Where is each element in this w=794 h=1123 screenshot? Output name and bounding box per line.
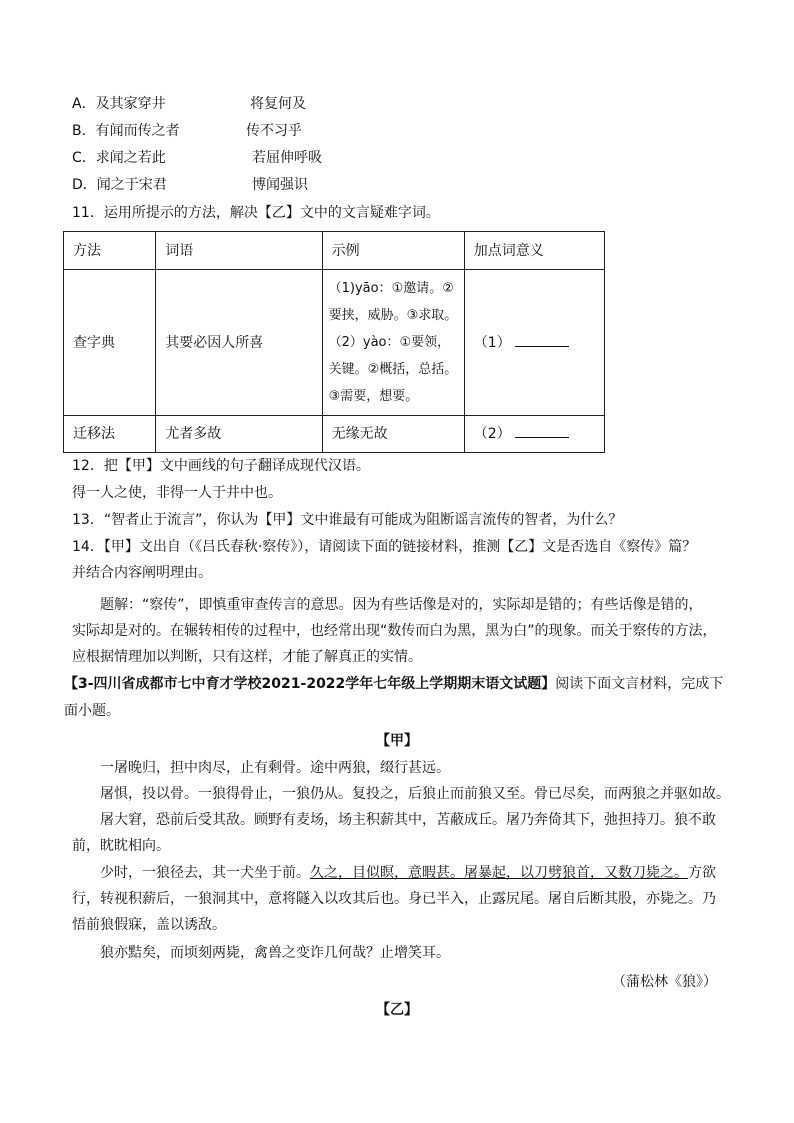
paragraph-continuation: 行，转视积薪后，一狼洞其中，意将隧入以攻其后也。身已半入，止露尻尾。屠自后断其股，亦毙之。乃: [72, 891, 716, 907]
paragraph: 一屠晚归，担中肉尽，止有剩骨。途中两狼，缀行甚远。: [100, 760, 450, 776]
option-a: [72, 94, 306, 114]
underlined-sentence: 久之，目似瞑，意暇甚。屠暴起，以刀劈狼首，又数刀毙之。: [310, 865, 688, 881]
answer-label: （1）: [473, 334, 511, 351]
example-line: （2）yào：①要领，: [328, 335, 451, 350]
paragraph: [100, 863, 716, 883]
table-row: [64, 270, 605, 416]
section-instruction-line2: 面小题。: [64, 703, 120, 719]
table-row: [64, 416, 605, 453]
paragraph-text: 少时，一狼径去，其一犬坐于前。: [100, 865, 310, 881]
section-source: 【3-四川省成都市七中育才学校2021-2022学年七年级上学期期末语文试题】: [64, 676, 556, 692]
paragraph-continuation: 悟前狼假寐，盖以诱敌。: [72, 917, 226, 933]
option-b: [72, 121, 302, 141]
table-header-row: [64, 232, 605, 270]
example-line: 关键。②概括，总括。: [328, 362, 458, 377]
section-heading: [64, 674, 723, 694]
cell-example: [322, 270, 464, 416]
header-meaning: 加点词意义: [464, 232, 604, 270]
example-line: ③需要，想要。: [328, 389, 419, 404]
question-11: 11．运用所提示的方法，解决【乙】文中的文言疑难字词。: [72, 205, 440, 221]
paragraph: 屠惧，投以骨。一狼得骨止，一狼仍从。复投之，后狼止而前狼又至。骨已尽矣，而两狼之并驱如故。: [100, 786, 730, 802]
citation: （蒲松林《狼》）: [612, 974, 717, 990]
passage-jia-title: 【甲】: [376, 733, 418, 749]
option-a-right: 将复何及: [250, 96, 306, 112]
cell-method: 查字典: [64, 270, 156, 416]
option-a-left: A．及其家穿井: [72, 96, 166, 112]
option-b-left: B．有闻而传之者: [72, 123, 180, 139]
question-12-sentence: 得一人之使，非得一人于井中也。: [72, 485, 282, 501]
cell-word: 其要必因人所喜: [156, 270, 322, 416]
q11-table: [63, 231, 605, 453]
cell-answer: [464, 270, 604, 416]
paragraph-continuation: 前，眈眈相向。: [72, 838, 170, 854]
answer-blank[interactable]: [515, 424, 569, 438]
header-method: 方法: [64, 232, 156, 270]
cell-answer: [464, 416, 604, 453]
option-d-right: 博闻强识: [252, 177, 308, 193]
option-b-right: 传不习乎: [246, 123, 302, 139]
option-c-right: 若屈伸呼吸: [252, 150, 322, 166]
paragraph: 狼亦黠矣，而顷刻两毙，禽兽之变诈几何哉？止增笑耳。: [100, 945, 450, 961]
example-line: 要挟，威胁。③求取。: [328, 308, 458, 323]
answer-blank[interactable]: [515, 333, 569, 347]
passage-yi-title: 【乙】: [376, 1002, 418, 1018]
question-13: 13．“智者止于流言”，你认为【甲】文中谁最有可能成为阻断谣言流传的智者，为什么？: [72, 512, 623, 528]
question-14: 14．【甲】文出自（《吕氏春秋·察传》），请阅读下面的链接材料，推测【乙】文是否选自《察传》篇？: [72, 539, 697, 555]
header-example: 示例: [322, 232, 464, 270]
note-line: 应根据情理加以判断，只有这样，才能了解真正的实情。: [72, 649, 422, 665]
question-14-line2: 并结合内容阐明理由。: [72, 565, 212, 581]
cell-word: 尤者多故: [156, 416, 322, 453]
note-line: 题解：“察传”，即慎重审查传言的意思。因为有些话像是对的，实际却是错的；有些话像是错的，: [100, 597, 703, 613]
option-c: [72, 148, 322, 168]
note-line: 实际却是对的。在辗转相传的过程中，也经常出现“数传而白为黑，黑为白”的现象。而关于察传的方法，: [72, 623, 717, 639]
option-c-left: C．求闻之若此: [72, 150, 166, 166]
question-12: 12．把【甲】文中画线的句子翻译成现代汉语。: [72, 458, 370, 474]
section-instruction: 阅读下面文言材料，完成下: [555, 676, 724, 692]
example-line: （1)yāo：①邀请。②: [328, 281, 454, 296]
option-d-left: D．闻之于宋君: [72, 177, 167, 193]
cell-example: 无缘无故: [322, 416, 464, 453]
option-d: [72, 175, 308, 195]
cell-method: 迁移法: [64, 416, 156, 453]
paragraph-text: 方欲: [688, 865, 716, 881]
header-word: 词语: [156, 232, 322, 270]
answer-label: （2）: [473, 426, 511, 442]
paragraph: 屠大窘，恐前后受其敌。顾野有麦场，场主积薪其中，苫蔽成丘。屠乃奔倚其下，弛担持刀。狼不敢: [100, 812, 716, 828]
